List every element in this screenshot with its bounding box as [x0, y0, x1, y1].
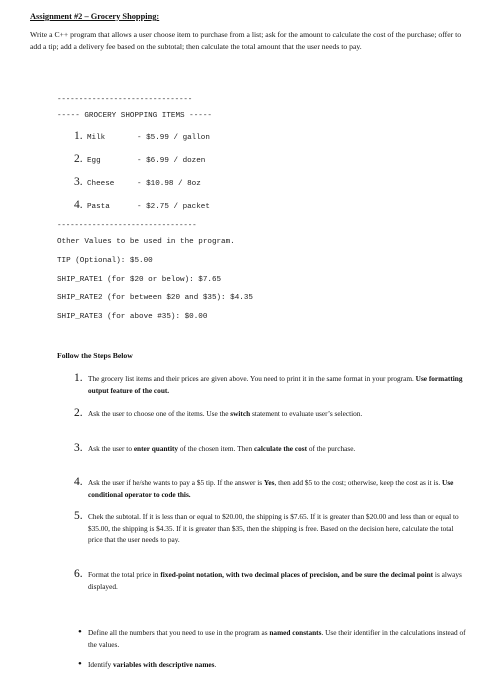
- value-line: SHIP_RATE1 (for $20 or below): $7.65: [57, 276, 222, 284]
- step-item: [74, 408, 466, 420]
- item-number: 2.: [74, 153, 83, 165]
- text-run: Chek the subtotal. If it is less than or equal to $20.00, the shipping is $7.65. If it is greater than $20.00 and less than or equal to $35.00, the shipping is $4.35. If it is greater than $35, then the shipping is free. Based on the decision here, calculate the total price that the user needs to pay.: [88, 512, 459, 544]
- text-run: Format the total price in: [88, 570, 161, 579]
- item-name: Milk: [87, 134, 106, 142]
- item-name: Pasta: [87, 203, 110, 211]
- text-run: Identify: [88, 660, 113, 669]
- bold-text: named constants: [269, 628, 322, 637]
- step-text: [88, 408, 466, 420]
- step-number: 4.: [74, 476, 83, 488]
- bullet-text: [88, 659, 466, 671]
- item-number: 3.: [74, 176, 83, 188]
- step-number: 2.: [74, 407, 83, 419]
- step-text: [88, 443, 466, 455]
- item-number: 4.: [74, 199, 83, 211]
- item-price: - $5.99 / gallon: [137, 134, 210, 142]
- step-text: [88, 373, 466, 396]
- step-item: [74, 511, 466, 546]
- step-text: [88, 569, 466, 592]
- bold-text: Use formatting output feature of the cout.: [88, 374, 463, 395]
- step-number: 1.: [74, 372, 83, 384]
- step-item: [74, 477, 466, 500]
- steps-title: Follow the Steps Below: [57, 351, 133, 360]
- step-number: 3.: [74, 442, 83, 454]
- bold-text: Yes: [263, 478, 275, 487]
- text-run: , then add $5 to the cost; otherwise, keep the cost as it is.: [274, 478, 443, 487]
- bold-text: variables with descriptive names: [112, 660, 215, 669]
- item-price: - $2.75 / packet: [137, 203, 210, 211]
- divider-top: -------------------------------: [57, 96, 193, 104]
- step-number: 5.: [74, 510, 83, 522]
- text-run: of the chosen item. Then: [178, 444, 254, 453]
- text-run: .: [214, 660, 217, 669]
- text-run: Ask the user if he/she wants to pay a $5 tip. If the answer is: [88, 478, 264, 487]
- text-run: Ask the user to: [88, 444, 134, 453]
- text-run: is always displayed.: [88, 570, 462, 591]
- bullet-text: [88, 627, 466, 650]
- value-line: TIP (Optional): $5.00: [57, 257, 153, 265]
- value-line: SHIP_RATE2 (for between $20 and $35): $4.35: [57, 294, 253, 302]
- item-name: Egg: [87, 157, 101, 165]
- item-number: 1.: [74, 130, 83, 142]
- text-run: of the purchase.: [307, 444, 356, 453]
- step-item: [74, 373, 466, 396]
- text-run: The grocery list items and their prices are given above. You need to print it in the same format in your program.: [88, 374, 416, 383]
- assignment-intro: Write a C++ program that allows a user choose item to purchase from a list; ask for the amount to calculate the cost of the purchase; offer to add a tip; add a delivery fee based on the subtotal; then calculate the total amount that the user needs to pay.: [30, 30, 462, 51]
- divider-bottom: --------------------------------: [57, 222, 197, 230]
- text-run: statement to evaluate user’s selection.: [250, 409, 363, 418]
- assignment-title: Assignment #2 – Grocery Shopping:: [30, 12, 160, 21]
- bold-text: fixed-point notation, with two decimal places of precision, and be sure the decimal point: [160, 570, 434, 579]
- step-item: [74, 443, 466, 455]
- grocery-items-header: ----- GROCERY SHOPPING ITEMS -----: [57, 112, 212, 120]
- step-text: [88, 511, 466, 546]
- item-price: - $6.99 / dozen: [137, 157, 206, 165]
- text-run: Ask the user to choose one of the items. Use the: [88, 409, 231, 418]
- text-run: Define all the numbers that you need to use in the program as: [88, 628, 270, 637]
- bold-text: Use conditional operator to code this.: [88, 478, 454, 499]
- text-run: . Use their identifier in the calculations instead of the values.: [88, 628, 466, 649]
- bullet-item: [78, 627, 466, 650]
- step-number: 6.: [74, 568, 83, 580]
- item-name: Cheese: [87, 180, 115, 188]
- bullet-dot: •: [78, 658, 82, 670]
- item-price: - $10.98 / 8oz: [137, 180, 201, 188]
- step-item: [74, 569, 466, 592]
- values-label: Other Values to be used in the program.: [57, 238, 235, 246]
- bullet-dot: •: [78, 626, 82, 638]
- value-line: SHIP_RATE3 (for above #35): $0.00: [57, 313, 208, 321]
- bold-text: switch: [230, 409, 251, 418]
- bold-text: enter quantity: [133, 444, 179, 453]
- bold-text: calculate the cost: [253, 444, 308, 453]
- step-text: [88, 477, 466, 500]
- bullet-item: [78, 659, 466, 671]
